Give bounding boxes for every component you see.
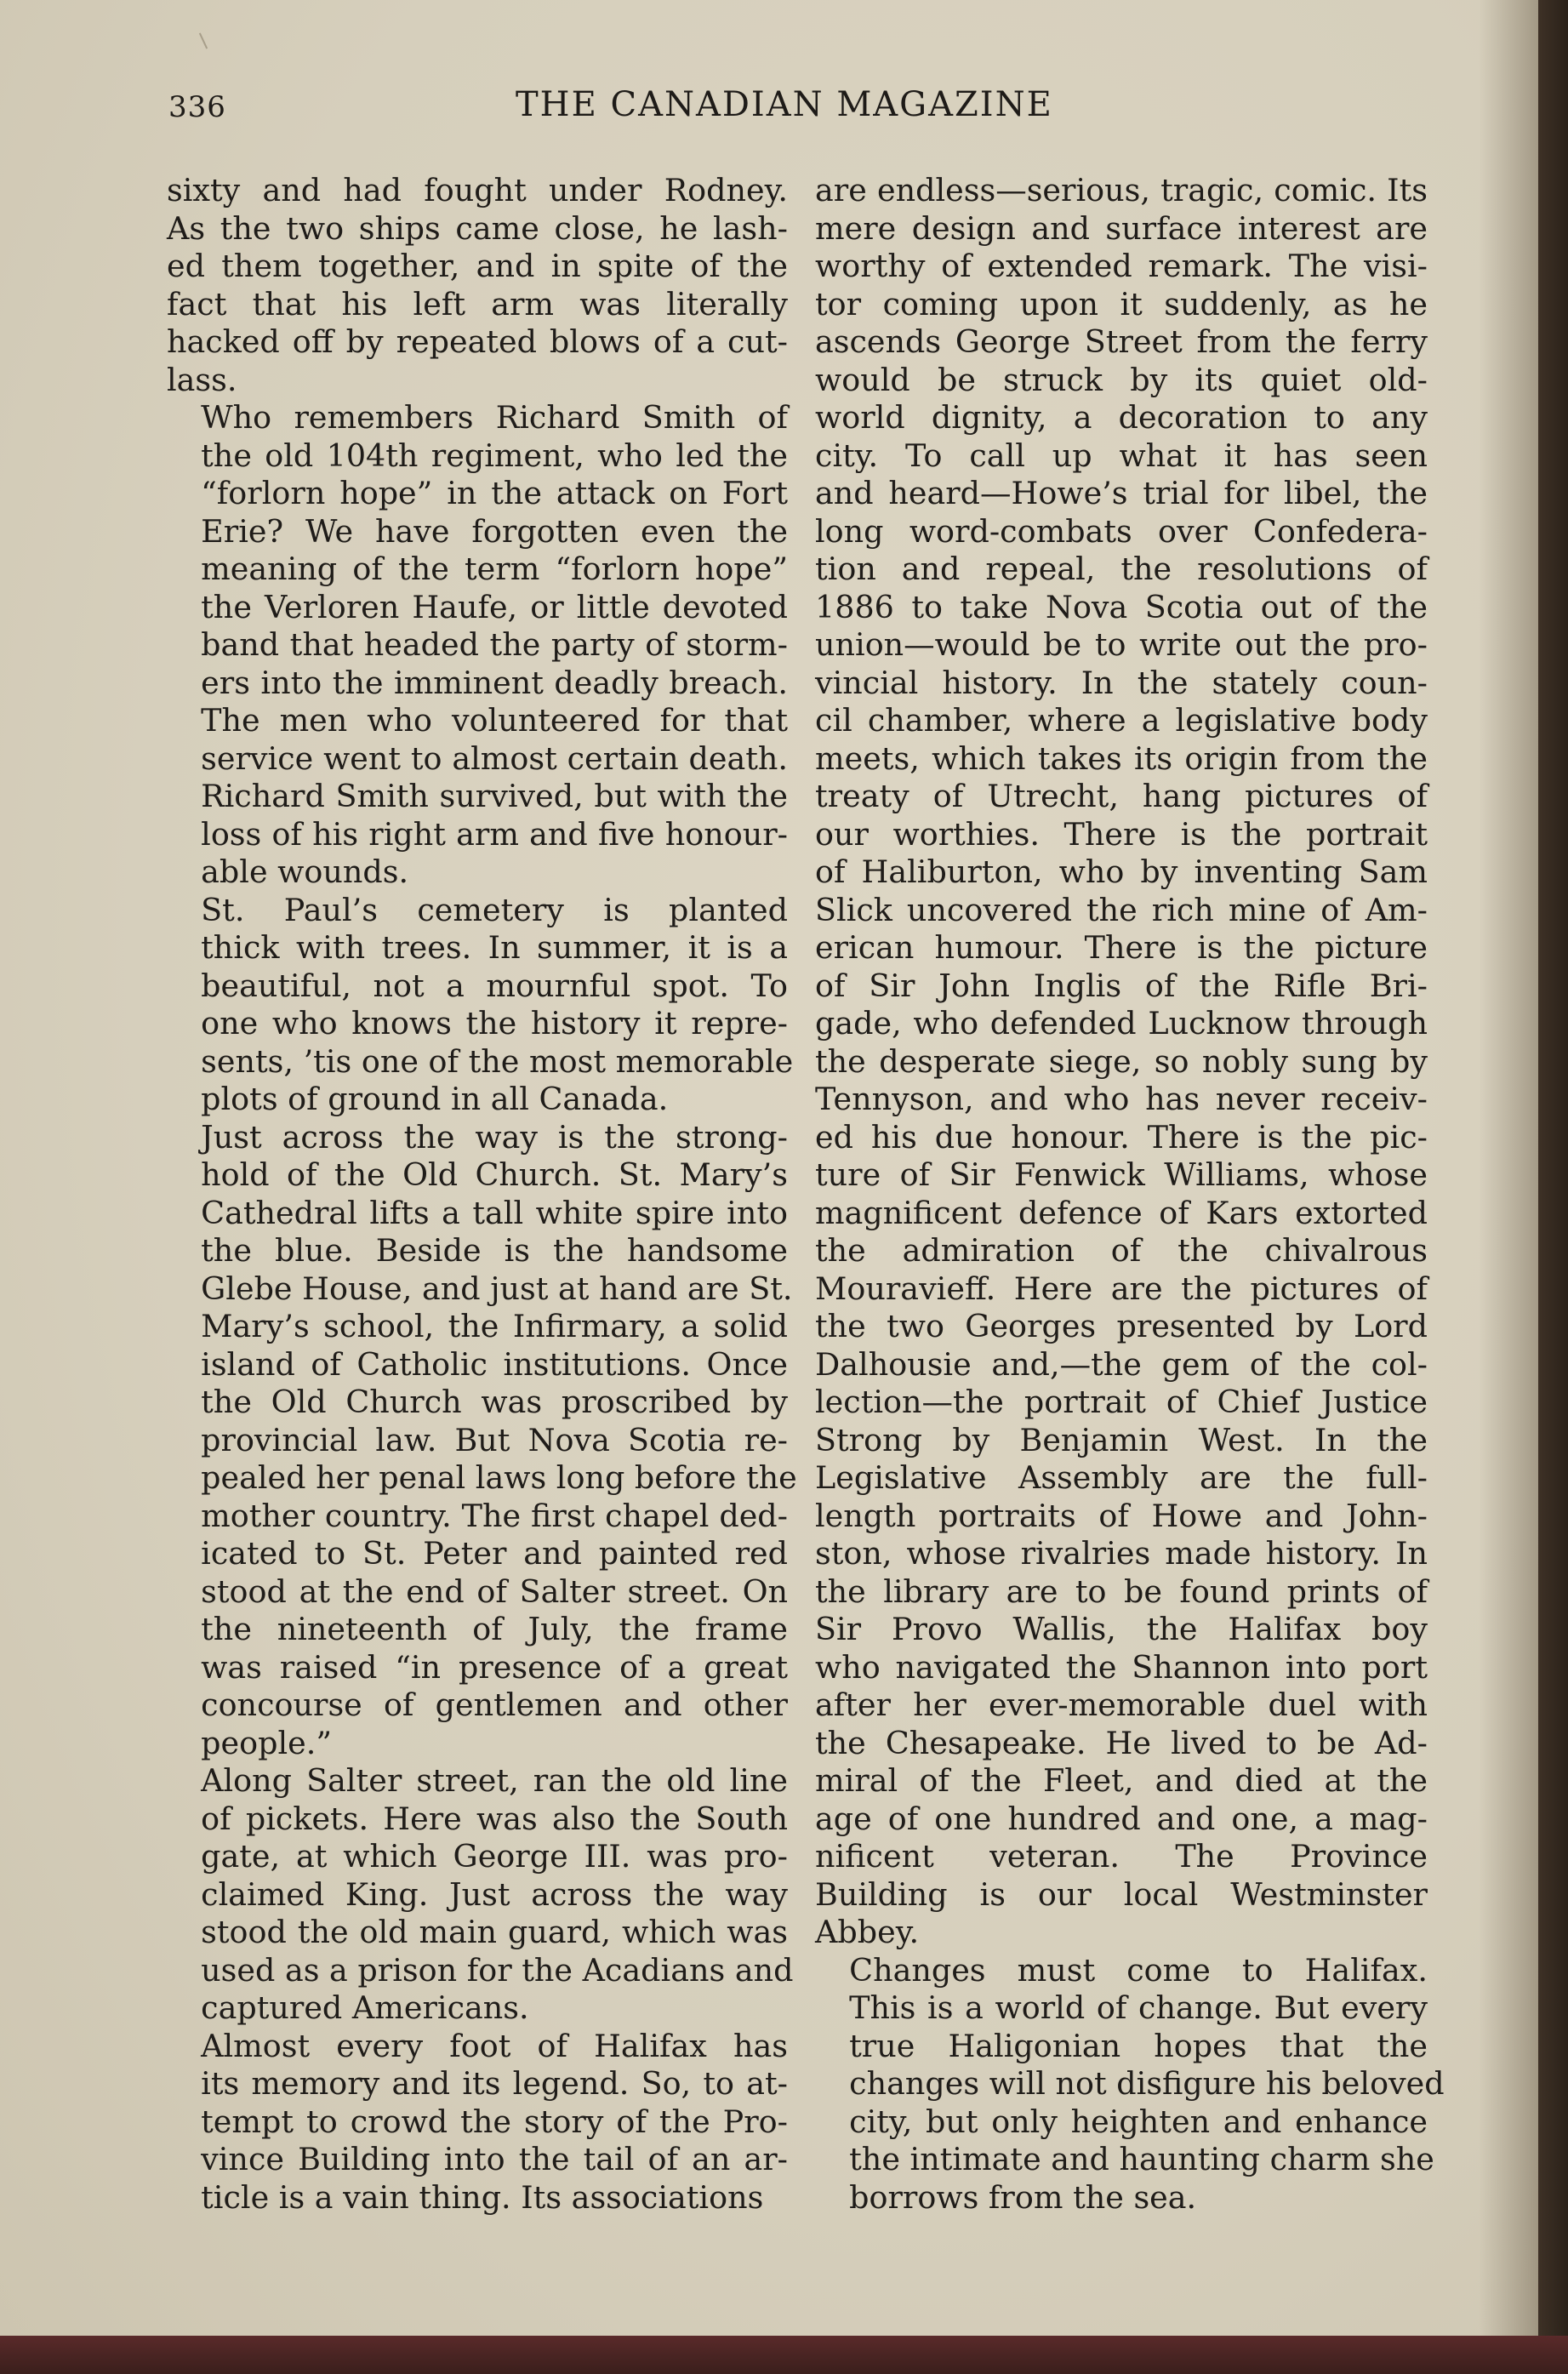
- book-spine-edge: [1538, 0, 1568, 2374]
- text-line: tion and repeal, the resolutions of: [815, 551, 1428, 587]
- text-line: lass.: [167, 361, 237, 398]
- text-line: ed his due honour. There is the pic-: [815, 1118, 1428, 1156]
- page-header: [168, 85, 1462, 136]
- running-title: THE CANADIAN MAGAZINE: [516, 85, 1053, 124]
- text-line: true Haligonian hopes that the: [849, 2027, 1428, 2064]
- text-line: Just across the way is the strong-: [201, 1118, 788, 1156]
- text-line: meaning of the term “forlorn hope”: [201, 551, 788, 587]
- text-line: Almost every foot of Halifax has: [201, 2027, 788, 2064]
- paragraph: [167, 1762, 794, 2028]
- text-line: captured Americans.: [201, 1989, 529, 2026]
- right-column: [815, 172, 1445, 2217]
- text-line: island of Catholic institutions. Once: [201, 1345, 788, 1383]
- text-line: fact that his left arm was literally: [167, 285, 788, 322]
- text-line: ascends George Street from the ferry: [815, 323, 1428, 360]
- text-line: our worthies. There is the portrait: [815, 815, 1428, 853]
- text-line: Tennyson, and who has never receiv-: [815, 1081, 1428, 1117]
- text-line: hold of the Old Church. St. Mary’s: [201, 1156, 788, 1193]
- text-line: ers into the imminent deadly breach.: [201, 664, 788, 701]
- page-mark: [199, 33, 208, 49]
- text-line: long word-combats over Confedera-: [815, 512, 1428, 550]
- text-line: meets, which takes its origin from the: [815, 739, 1428, 777]
- text-line: miral of the Fleet, and died at the: [815, 1762, 1428, 1799]
- text-line: Cathedral lifts a tall white spire into: [201, 1194, 788, 1231]
- text-line: the admiration of the chivalrous: [815, 1232, 1428, 1269]
- text-line: cil chamber, where a legislative body: [815, 702, 1428, 739]
- text-line: the library are to be found prints of: [815, 1572, 1428, 1610]
- text-line: thick with trees. In summer, it is a: [201, 929, 788, 966]
- text-line: plots of ground in all Canada.: [201, 1081, 669, 1117]
- text-line: Glebe House, and just at hand are St.: [201, 1270, 793, 1307]
- text-line: hacked off by repeated blows of a cut-: [167, 323, 788, 360]
- text-line: was raised “in presence of a great: [201, 1648, 788, 1686]
- text-line: Mary’s school, the Infirmary, a solid: [201, 1308, 788, 1344]
- text-line: age of one hundred and one, a mag-: [815, 1800, 1428, 1837]
- text-line: Who remembers Richard Smith of: [201, 399, 788, 436]
- text-line: The men who volunteered for that: [201, 702, 788, 739]
- text-line: its memory and its legend. So, to at-: [201, 2065, 788, 2102]
- paragraph: [815, 172, 1428, 1952]
- text-line: ture of Sir Fenwick Williams, whose: [815, 1156, 1428, 1193]
- text-line: gade, who defended Lucknow through: [815, 1005, 1428, 1041]
- text-line: one who knows the history it repre-: [201, 1005, 788, 1041]
- text-line: of Sir John Inglis of the Rifle Bri-: [815, 967, 1428, 1004]
- text-line: ticle is a vain thing. Its associations: [201, 2178, 764, 2216]
- text-line: ston, whose rivalries made history. In: [815, 1535, 1428, 1572]
- text-line: As the two ships came close, he lash-: [167, 209, 788, 247]
- text-line: sixty and had fought under Rodney.: [167, 172, 788, 208]
- text-line: claimed King. Just across the way: [201, 1875, 788, 1913]
- text-line: concourse of gentlemen and other: [201, 1686, 788, 1723]
- text-line: changes will not disfigure his beloved: [849, 2065, 1445, 2102]
- text-line: vince Building into the tail of an ar-: [201, 2141, 788, 2177]
- text-line: the old 104th regiment, who led the: [201, 437, 788, 474]
- text-line: people.”: [201, 1724, 332, 1761]
- text-line: city. To call up what it has seen: [815, 437, 1428, 474]
- text-line: Richard Smith survived, but with the: [201, 778, 788, 814]
- text-line: worthy of extended remark. The visi-: [815, 248, 1428, 284]
- text-line: length portraits of Howe and John-: [815, 1497, 1428, 1534]
- text-line: tempt to crowd the story of the Pro-: [201, 2103, 788, 2140]
- text-line: This is a world of change. But every: [849, 1989, 1428, 2026]
- paragraph: [167, 891, 794, 1119]
- text-line: of pickets. Here was also the South: [201, 1800, 788, 1837]
- paragraph: [167, 2028, 788, 2217]
- text-line: borrows from the sea.: [849, 2178, 1197, 2216]
- text-line: the two Georges presented by Lord: [815, 1308, 1428, 1344]
- text-line: lection—the portrait of Chief Justice: [815, 1384, 1428, 1420]
- text-line: “forlorn hope” in the attack on Fort: [201, 475, 788, 511]
- text-line: the desperate siege, so nobly sung by: [815, 1042, 1428, 1080]
- text-line: mother country. The first chapel ded-: [201, 1497, 788, 1534]
- text-line: Sir Provo Wallis, the Halifax boy: [815, 1611, 1428, 1647]
- text-line: ed them together, and in spite of the: [167, 248, 788, 284]
- book-binding: [0, 2336, 1568, 2374]
- text-line: mere design and surface interest are: [815, 209, 1428, 247]
- text-line: sents, ’tis one of the most memorable: [201, 1042, 794, 1080]
- text-line: who navigated the Shannon into port: [815, 1648, 1428, 1686]
- text-line: Dalhousie and,—the gem of the col-: [815, 1345, 1428, 1383]
- text-line: used as a prison for the Acadians and: [201, 1951, 794, 1989]
- text-line: and heard—Howe’s trial for libel, the: [815, 475, 1428, 511]
- text-line: Along Salter street, ran the old line: [201, 1762, 788, 1799]
- text-line: beautiful, not a mournful spot. To: [201, 967, 788, 1004]
- text-line: Erie? We have forgotten even the: [201, 512, 788, 550]
- text-line: Building is our local Westminster: [815, 1875, 1428, 1913]
- text-line: the nineteenth of July, the frame: [201, 1611, 788, 1647]
- text-line: treaty of Utrecht, hang pictures of: [815, 778, 1428, 814]
- text-line: stood the old main guard, which was: [201, 1914, 788, 1950]
- text-line: of Haliburton, who by inventing Sam: [815, 853, 1428, 890]
- text-line: the Verloren Haufe, or little devoted: [201, 588, 788, 625]
- text-line: erican humour. There is the picture: [815, 929, 1428, 966]
- text-line: 1886 to take Nova Scotia out of the: [815, 588, 1428, 625]
- text-line: nificent veteran. The Province: [815, 1838, 1428, 1875]
- text-line: are endless—serious, tragic, comic. Its: [815, 172, 1428, 208]
- text-line: able wounds.: [201, 853, 409, 890]
- text-line: magnificent defence of Kars extorted: [815, 1194, 1428, 1231]
- text-line: world dignity, a decoration to any: [815, 399, 1428, 436]
- text-line: would be struck by its quiet old-: [815, 361, 1428, 398]
- text-line: the intimate and haunting charm she: [849, 2141, 1434, 2177]
- text-line: Legislative Assembly are the full-: [815, 1459, 1428, 1496]
- text-line: the blue. Beside is the handsome: [201, 1232, 788, 1269]
- text-line: Mouravieff. Here are the pictures of: [815, 1270, 1428, 1307]
- text-line: Abbey.: [815, 1914, 920, 1950]
- text-line: icated to St. Peter and painted red: [201, 1535, 788, 1572]
- text-line: the Old Church was proscribed by: [201, 1384, 788, 1420]
- text-line: loss of his right arm and five honour-: [201, 815, 788, 853]
- paragraph: [167, 399, 788, 892]
- text-line: after her ever-memorable duel with: [815, 1686, 1428, 1723]
- text-line: band that headed the party of storm-: [201, 626, 788, 663]
- text-line: Slick uncovered the rich mine of Am-: [815, 891, 1428, 928]
- paragraph: [815, 1951, 1445, 2217]
- text-line: Changes must come to Halifax.: [849, 1951, 1428, 1989]
- paragraph: [167, 1118, 797, 1763]
- text-line: the Chesapeake. He lived to be Ad-: [815, 1724, 1428, 1761]
- text-line: tor coming upon it suddenly, as he: [815, 285, 1428, 322]
- text-line: city, but only heighten and enhance: [849, 2103, 1428, 2140]
- text-line: St. Paul’s cemetery is planted: [201, 891, 788, 928]
- text-line: provincial law. But Nova Scotia re-: [201, 1421, 788, 1458]
- left-column: [167, 172, 797, 2217]
- text-line: gate, at which George III. was pro-: [201, 1838, 788, 1875]
- text-line: stood at the end of Salter street. On: [201, 1572, 788, 1610]
- text-line: pealed her penal laws long before the: [201, 1459, 797, 1496]
- paragraph: [167, 172, 788, 399]
- text-line: service went to almost certain death.: [201, 739, 788, 777]
- text-line: Strong by Benjamin West. In the: [815, 1421, 1428, 1458]
- text-line: vincial history. In the stately coun-: [815, 664, 1428, 701]
- page-edge-shadow: [1479, 0, 1538, 2336]
- text-line: union—would be to write out the pro-: [815, 626, 1428, 663]
- page-number: 336: [168, 90, 226, 124]
